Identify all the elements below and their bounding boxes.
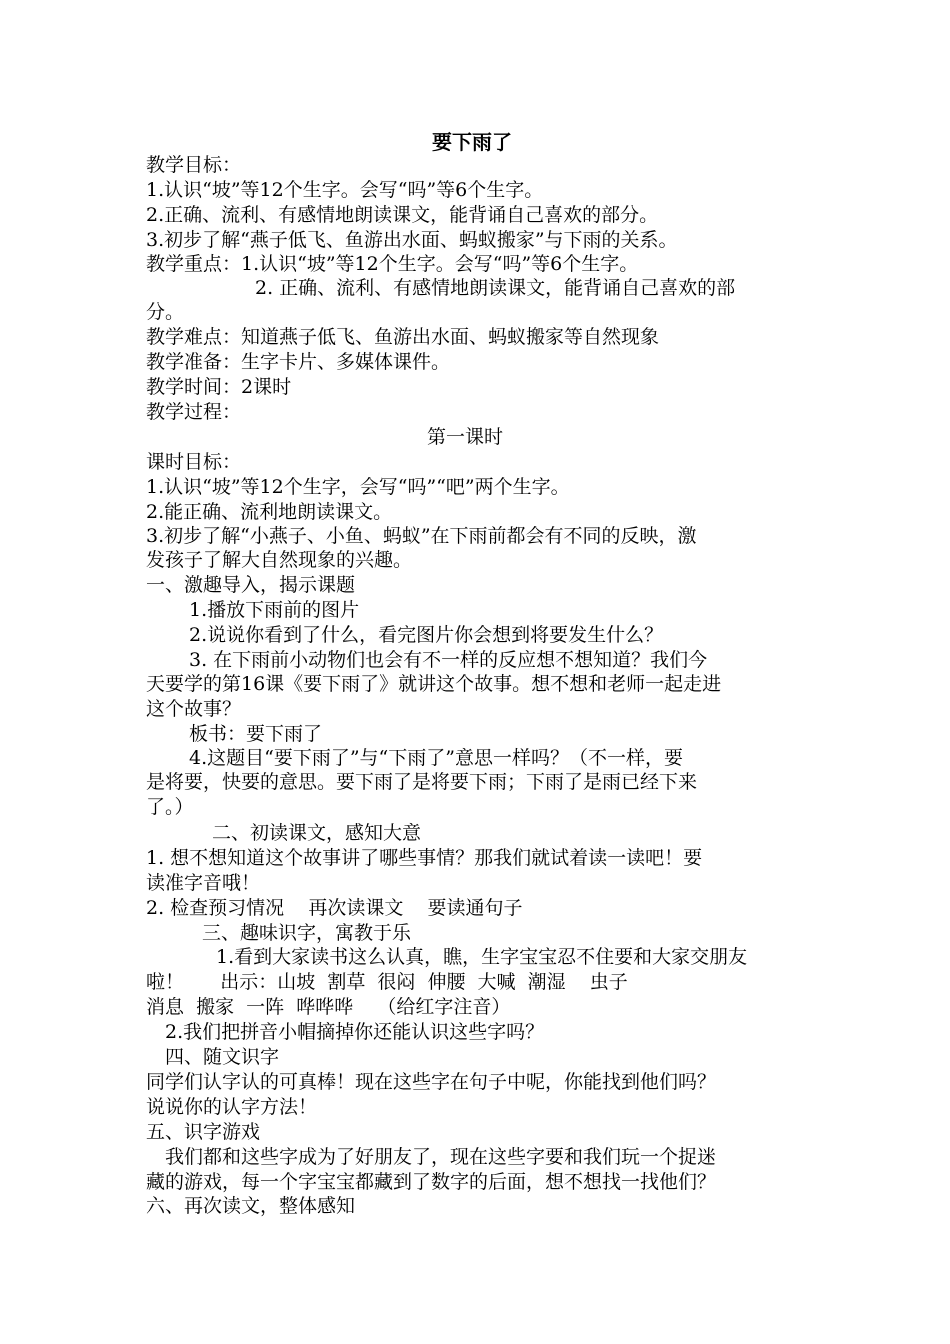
- text-line: 2.正确、流利、有感情地朗读课文，能背诵自己喜欢的部分。: [146, 204, 659, 226]
- text-line: 课时目标：: [146, 451, 242, 473]
- text-line: 四、随文识字: [165, 1046, 280, 1068]
- text-line: 教学准备：生字卡片、多媒体课件。: [146, 351, 451, 373]
- text-line: 是将要，快要的意思。要下雨了是将要下雨；下雨了是雨已经下来: [146, 771, 698, 793]
- text-line: 五、识字游戏: [146, 1121, 261, 1143]
- text-line: 板书：要下雨了: [189, 723, 323, 745]
- text-line: 2.能正确、流利地朗读课文。: [146, 501, 393, 523]
- text-line: 六、再次读文，整体感知: [146, 1195, 356, 1217]
- text-line: 2. 检查预习情况 再次读课文 要读通句子: [146, 897, 523, 919]
- text-line: 了。）: [146, 796, 194, 818]
- section-heading: 第一课时: [427, 426, 504, 448]
- text-line: 消息 搬家 一阵 哗哗哗 （给红字注音）: [146, 996, 511, 1018]
- text-line: 教学目标：: [146, 154, 242, 176]
- text-line: 我们都和这些字成为了好朋友了，现在这些字要和我们玩一个捉迷: [165, 1146, 717, 1168]
- text-line: 天要学的第16课《要下雨了》就讲这个故事。想不想和老师一起走进: [146, 673, 722, 695]
- document-title: 要下雨了: [432, 130, 512, 154]
- text-line: 三、趣味识字，寓教于乐: [202, 922, 412, 944]
- text-line: 分。: [146, 301, 185, 323]
- text-line: 发孩子了解大自然现象的兴趣。: [146, 549, 413, 571]
- text-line: 2.说说你看到了什么，看完图片你会想到将要发生什么？: [189, 624, 664, 646]
- text-line: 同学们认字认的可真棒！现在这些字在句子中呢，你能找到他们吗？: [146, 1071, 717, 1093]
- text-line: 3.初步了解“燕子低飞、鱼游出水面、蚂蚁搬家”与下雨的关系。: [146, 229, 678, 251]
- text-line: 2. 正确、流利、有感情地朗读课文，能背诵自己喜欢的部: [255, 277, 736, 299]
- text-line: 这个故事？: [146, 698, 242, 720]
- text-line: 读准字音哦！: [146, 872, 261, 894]
- text-line: 4.这题目“要下雨了”与“下雨了”意思一样吗？（不一样，要: [189, 747, 683, 769]
- text-line: 3.初步了解“小燕子、小鱼、蚂蚁”在下雨前都会有不同的反映，激: [146, 525, 697, 547]
- text-line: 1.认识“坡”等12个生字，会写“吗”“吧”两个生字。: [146, 476, 570, 498]
- text-line: 1.看到大家读书这么认真，瞧，生字宝宝忍不住要和大家交朋友: [216, 946, 748, 968]
- text-line: 3. 在下雨前小动物们也会有不一样的反应想不想知道？我们今: [189, 649, 708, 671]
- text-line: 1. 想不想知道这个故事讲了哪些事情？那我们就试着读一读吧！要: [146, 847, 703, 869]
- text-line: 二、初读课文，感知大意: [212, 822, 422, 844]
- text-line: 一、激趣导入，揭示课题: [146, 574, 356, 596]
- text-line: 藏的游戏，每一个字宝宝都藏到了数字的后面，想不想找一找他们？: [146, 1171, 717, 1193]
- text-line: 说说你的认字方法！: [146, 1096, 318, 1118]
- text-line: 教学过程：: [146, 401, 242, 423]
- text-line: 1.播放下雨前的图片: [189, 599, 360, 621]
- text-line: 教学时间：2课时: [146, 376, 292, 398]
- text-line: 教学难点：知道燕子低飞、鱼游出水面、蚂蚁搬家等自然现象: [146, 326, 660, 348]
- text-line: 教学重点：1.认识“坡”等12个生字。会写“吗”等6个生字。: [146, 253, 639, 275]
- text-line: 啦！ 出示：山坡 割草 很闷 伸腰 大喊 潮湿 虫子: [146, 971, 628, 993]
- text-line: 2.我们把拼音小帽摘掉你还能认识这些字吗？: [165, 1021, 545, 1043]
- text-line: 1.认识“坡”等12个生字。会写“吗”等6个生字。: [146, 179, 544, 201]
